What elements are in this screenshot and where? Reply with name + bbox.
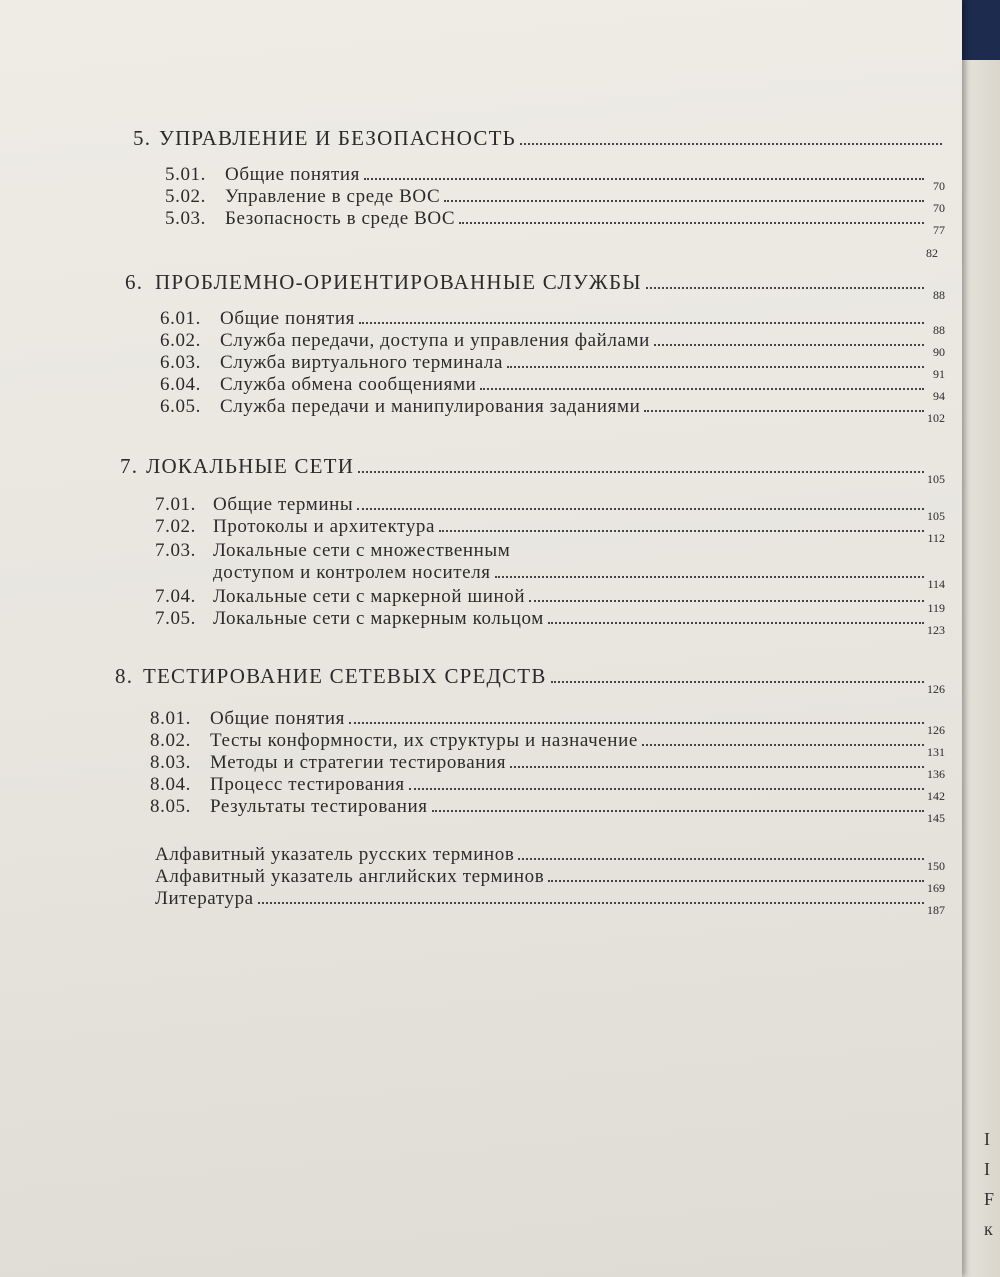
dot-leader <box>444 200 924 202</box>
entry-title-continued: доступом и контролем носителя <box>213 562 491 583</box>
toc-entry-7-01[interactable] <box>155 494 945 523</box>
entry-title: Результаты тестирования <box>210 796 428 817</box>
entry-title: Общие понятия <box>210 708 345 729</box>
page-number: 88 <box>933 288 945 302</box>
entry-number: 5.03. <box>165 208 206 229</box>
toc-chapter-7[interactable] <box>120 454 945 486</box>
page-number: 105 <box>927 509 945 523</box>
page-number: 82 <box>926 246 938 260</box>
edge-letter: F <box>984 1189 995 1209</box>
toc-entry-index-russian[interactable] <box>155 844 945 873</box>
dot-leader <box>358 471 924 473</box>
page-number: 94 <box>933 389 945 403</box>
entry-number: 5.01. <box>165 164 206 185</box>
entry-number: 8.05. <box>150 796 191 817</box>
entry-title: Локальные сети с маркерным кольцом <box>213 608 544 629</box>
dot-leader <box>349 722 924 724</box>
toc-entry-7-02[interactable] <box>155 516 945 545</box>
entry-number: 7.02. <box>155 516 196 537</box>
dot-leader <box>642 744 924 746</box>
entry-title: Служба обмена сообщениями <box>220 374 477 395</box>
entry-title: Алфавитный указатель русских терминов <box>155 844 515 865</box>
edge-letter: I <box>984 1129 990 1149</box>
dot-leader <box>439 530 924 532</box>
toc-entry-5-03[interactable] <box>165 208 945 237</box>
toc-entry-literature[interactable] <box>155 888 945 917</box>
entry-title: Безопасность в среде ВОС <box>225 208 456 229</box>
page-number: 169 <box>927 881 945 895</box>
entry-title: Литература <box>155 888 254 909</box>
toc-chapter-6[interactable] <box>125 270 945 302</box>
dot-leader <box>654 344 924 346</box>
toc-entry-6-04[interactable] <box>160 374 945 403</box>
dot-leader <box>409 788 924 790</box>
entry-number: 7.05. <box>155 608 196 629</box>
edge-letter: I <box>984 1159 990 1179</box>
toc-entry-8-02[interactable] <box>150 730 945 759</box>
dot-leader <box>646 287 924 289</box>
toc-entry-8-03[interactable] <box>150 752 945 781</box>
entry-number: 6.03. <box>160 352 201 373</box>
dot-leader <box>548 622 924 624</box>
page-number: 91 <box>933 367 945 381</box>
page-number: 112 <box>927 531 945 545</box>
chapter-number: 7. <box>120 454 139 478</box>
dot-leader <box>529 600 924 602</box>
toc-entry-7-03-cont[interactable] <box>213 562 945 591</box>
chapter-title: ПРОБЛЕМНО-ОРИЕНТИРОВАННЫЕ СЛУЖБЫ <box>155 270 642 294</box>
edge-letter: к <box>984 1219 993 1239</box>
dot-leader <box>357 508 924 510</box>
page-number: 90 <box>933 345 945 359</box>
dot-leader <box>432 810 924 812</box>
chapter-title: ТЕСТИРОВАНИЕ СЕТЕВЫХ СРЕДСТВ <box>143 664 547 688</box>
toc-entry-index-english[interactable] <box>155 866 945 895</box>
entry-title: Алфавитный указатель английских терминов <box>155 866 545 887</box>
page-number: 105 <box>927 472 945 486</box>
page-number: 131 <box>927 745 945 759</box>
page-number: 70 <box>933 201 945 215</box>
toc-entry-5-01[interactable] <box>165 164 945 193</box>
dot-leader <box>258 902 924 904</box>
dot-leader <box>551 681 924 683</box>
dot-leader <box>507 366 924 368</box>
toc-entry-6-03[interactable] <box>160 352 945 381</box>
entry-number: 7.04. <box>155 586 196 607</box>
entry-title: Служба виртуального терминала <box>220 352 504 373</box>
dot-leader <box>364 178 924 180</box>
toc-entry-7-03[interactable] <box>155 540 945 562</box>
dot-leader <box>520 143 942 145</box>
entry-title: Локальные сети с маркерной шиной <box>213 586 526 607</box>
entry-title: Служба передачи и манипулирования заданиями <box>220 396 641 417</box>
dot-leader <box>510 766 924 768</box>
toc-entry-8-01[interactable] <box>150 708 945 737</box>
page-number: 187 <box>927 903 945 917</box>
chapter-title: ЛОКАЛЬНЫЕ СЕТИ <box>146 454 355 478</box>
chapter-number: 8. <box>115 664 134 688</box>
page-number: 126 <box>927 723 945 737</box>
entry-number: 6.02. <box>160 330 201 351</box>
page-number: 150 <box>927 859 945 873</box>
toc-entry-6-01[interactable] <box>160 308 945 337</box>
next-page-text-fragment <box>984 1124 994 1244</box>
entry-number: 5.02. <box>165 186 206 207</box>
entry-title: Методы и стратегии тестирования <box>210 752 507 773</box>
entry-title: Управление в среде ВОС <box>225 186 441 207</box>
toc-entry-6-05[interactable] <box>160 396 945 425</box>
entry-number: 7.03. <box>155 540 196 561</box>
entry-number: 7.01. <box>155 494 196 515</box>
page-number: 145 <box>927 811 945 825</box>
toc-entry-8-04[interactable] <box>150 774 945 803</box>
chapter-title: УПРАВЛЕНИЕ И БЕЗОПАСНОСТЬ <box>159 126 516 150</box>
page-number: 88 <box>933 323 945 337</box>
page-number: 126 <box>927 682 945 696</box>
entry-number: 8.01. <box>150 708 191 729</box>
toc-entry-6-02[interactable] <box>160 330 945 359</box>
entry-number: 8.03. <box>150 752 191 773</box>
page-number: 102 <box>927 411 945 425</box>
chapter-number: 5. <box>133 126 152 150</box>
dot-leader <box>644 410 924 412</box>
entry-title: Общие понятия <box>220 308 355 329</box>
entry-number: 6.01. <box>160 308 201 329</box>
toc-entry-7-05[interactable] <box>155 608 945 637</box>
entry-title: Тесты конформности, их структуры и назначение <box>210 730 638 751</box>
entry-title: Общие термины <box>213 494 354 515</box>
page-number: 114 <box>927 577 945 591</box>
toc-chapter-8[interactable] <box>115 664 945 696</box>
dot-leader <box>459 222 924 224</box>
entry-number: 6.04. <box>160 374 201 395</box>
page-number: 70 <box>933 179 945 193</box>
page-number: 142 <box>927 789 945 803</box>
page-number: 119 <box>927 601 945 615</box>
toc-entry-7-04[interactable] <box>155 586 945 615</box>
entry-title: Общие понятия <box>225 164 360 185</box>
entry-title: Служба передачи, доступа и управления файлами <box>220 330 650 351</box>
chapter-number: 6. <box>125 270 144 294</box>
toc-chapter-5[interactable] <box>133 126 945 151</box>
toc-entry-8-05[interactable] <box>150 796 945 825</box>
entry-number: 8.02. <box>150 730 191 751</box>
entry-number: 6.05. <box>160 396 201 417</box>
page-number: 123 <box>927 623 945 637</box>
page-number: 77 <box>933 223 945 237</box>
entry-title: Процесс тестирования <box>210 774 405 795</box>
page-number: 136 <box>927 767 945 781</box>
entry-title: Локальные сети с множественным <box>213 540 511 561</box>
entry-number: 8.04. <box>150 774 191 795</box>
dot-leader <box>518 858 924 860</box>
dot-leader <box>480 388 924 390</box>
entry-title: Протоколы и архитектура <box>213 516 436 537</box>
dot-leader <box>548 880 924 882</box>
dot-leader <box>495 576 924 578</box>
dot-leader <box>359 322 924 324</box>
toc-entry-5-02[interactable] <box>165 186 945 215</box>
